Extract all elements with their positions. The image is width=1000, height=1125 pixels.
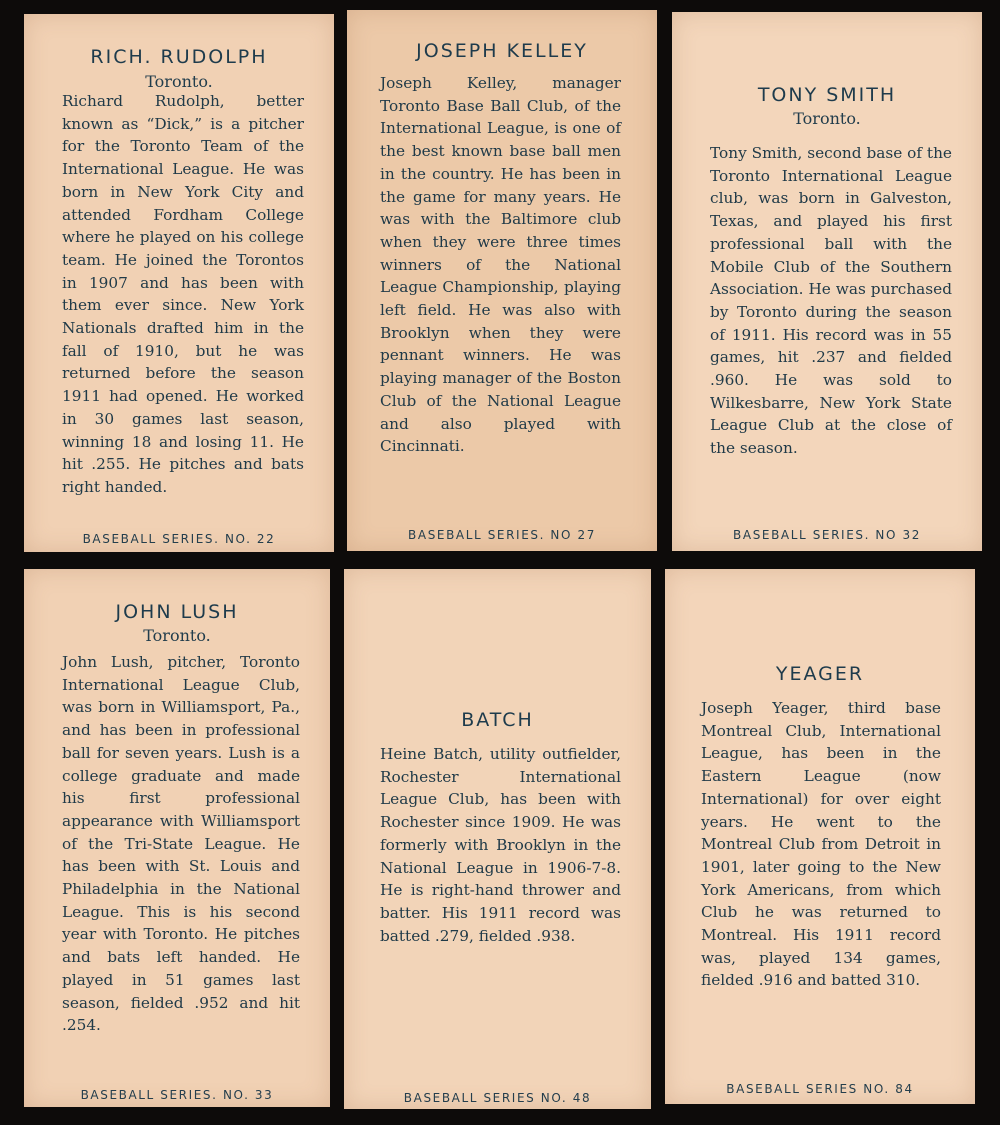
player-name: RICH. RUDOLPH xyxy=(90,46,268,68)
player-name: JOHN LUSH xyxy=(115,601,239,623)
player-bio: Joseph Yeager, third base Montreal Club, International League, has been in the Eastern League (now International) for over eight years. He went to the Montreal Club from Detroit in 1901, later going to the New York Americans, from which Club he was returned to Montreal. His 1911 record was, played 134 games, fielded .916 and batted 310. xyxy=(701,699,941,990)
team-name: Toronto. xyxy=(143,626,211,645)
series-number: BASEBALL SERIES. NO. 33 xyxy=(80,1088,274,1102)
card-kelley xyxy=(347,10,657,551)
card-lush xyxy=(24,569,330,1107)
series-number: BASEBALL SERIES NO. 48 xyxy=(403,1091,592,1105)
series-number: BASEBALL SERIES. NO 32 xyxy=(733,528,921,542)
player-bio: Joseph Kelley, manager Toronto Base Ball Club, of the International League, is one of the best known base ball men in the country. He has been in the game for many years. He was with the Baltimore club when they were three times winners of the National League Championship, playing left field. He was also with Brooklyn when they were pennant winners. He was playing manager of the Boston Club of the National League and also played with Cincinnati. xyxy=(380,74,621,456)
player-name: JOSEPH KELLEY xyxy=(416,40,588,62)
card-yeager xyxy=(665,569,975,1104)
player-name: YEAGER xyxy=(775,663,865,685)
player-name: TONY SMITH xyxy=(757,84,897,106)
series-number: BASEBALL SERIES. NO. 22 xyxy=(82,532,276,546)
series-number: BASEBALL SERIES. NO 27 xyxy=(408,528,596,542)
card-batch xyxy=(344,569,651,1109)
player-bio: Tony Smith, second base of the Toronto International League club, was born in Galveston, Texas, and played his first professional ball with the Mobile Club of the Southern Association. He was purchased by Toronto during the season of 1911. His record was in 55 games, hit .237 and fielded .960. He was sold to Wilkesbarre, New York State League Club at the close of the season. xyxy=(710,144,952,458)
card-smith xyxy=(672,12,982,551)
team-name: Toronto. xyxy=(793,109,861,128)
player-name: BATCH xyxy=(461,709,534,731)
player-bio: Heine Batch, utility outfielder, Rochester International League Club, has been with Rochester since 1909. He was formerly with Brooklyn in the National League in 1906-7-8. He is right-hand thrower and batter. His 1911 record was batted .279, fielded .938. xyxy=(380,745,621,945)
player-bio: Richard Rudolph, better known as “Dick,” is a pitcher for the Toronto Team of the International League. He was born in New York City and attended Fordham College where he played on his college team. He joined the Torontos in 1907 and has been with them ever since. New York Nationals drafted him in the fall of 1910, but he was returned before the season 1911 had opened. He worked in 30 games last season, winning 18 and losing 11. He hit .255. He pitches and bats right handed. xyxy=(62,92,304,496)
team-name: Toronto. xyxy=(145,72,213,91)
player-bio: John Lush, pitcher, Toronto International League Club, was born in Williamsport, Pa., and has been in professional ball for seven years. Lush is a college graduate and made his first professional appearance with Williamsport of the Tri-State League. He has been with St. Louis and Philadelphia in the National League. This is his second year with Toronto. He pitches and bats left handed. He played in 51 games last season, fielded .952 and hit .254. xyxy=(62,653,300,1035)
series-number: BASEBALL SERIES NO. 84 xyxy=(726,1082,914,1096)
card-rudolph xyxy=(24,14,334,552)
